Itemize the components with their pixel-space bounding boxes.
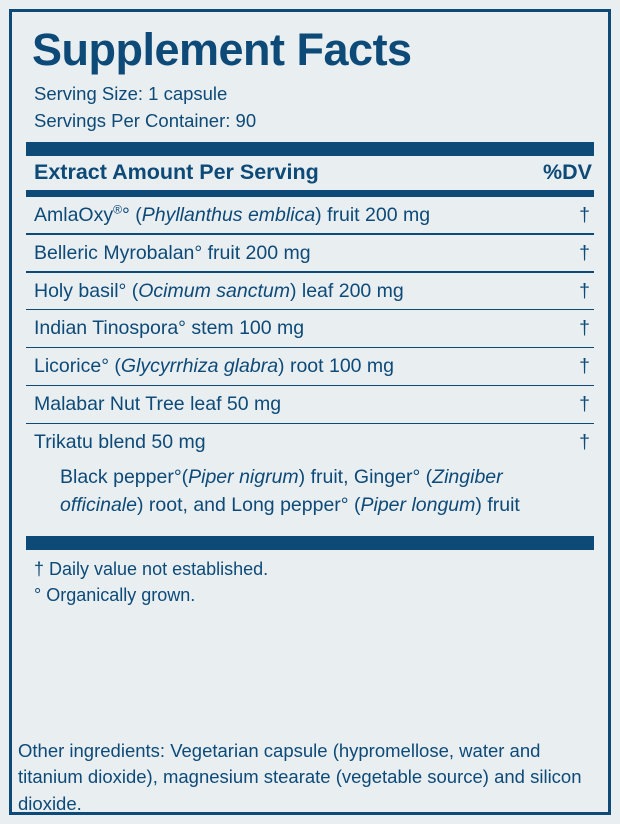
- footnote-daily-value: † Daily value not established.: [34, 558, 269, 579]
- divider-mid-header: [26, 190, 594, 197]
- table-header-dv: %DV: [543, 159, 592, 184]
- ingredient-dv: †: [579, 203, 590, 226]
- ingredient-name: Malabar Nut Tree leaf 50 mg: [34, 393, 282, 416]
- table-row: [26, 273, 594, 309]
- ingredient-name: Holy basil° (Ocimum sanctum) leaf 200 mg: [34, 279, 404, 302]
- table-header-amount: Extract Amount Per Serving: [34, 159, 319, 184]
- ingredient-dv: †: [579, 241, 590, 264]
- table-row: [26, 348, 594, 384]
- ingredient-name: Trikatu blend 50 mg: [34, 431, 206, 454]
- table-header-row: [26, 156, 594, 190]
- table-row: [26, 235, 594, 271]
- divider-thick-top: [26, 142, 594, 156]
- ingredient-name: Indian Tinospora° stem 100 mg: [34, 317, 305, 340]
- ingredient-name: AmlaOxy®° (Phyllanthus emblica) fruit 200 mg: [34, 202, 431, 226]
- other-ingredients: Other ingredients: Vegetarian capsule (hypromellose, water and titanium dioxide), magnesium stearate (vegetable source) and silicon dioxide.: [18, 740, 582, 814]
- footnotes: [26, 550, 594, 616]
- ingredient-dv: †: [579, 393, 590, 416]
- divider-thick-bottom: [26, 536, 594, 550]
- ingredient-dv: †: [579, 279, 590, 302]
- label-inner: [12, 12, 608, 616]
- ingredient-dv: †: [579, 317, 590, 340]
- ingredient-name: Licorice° (Glycyrrhiza glabra) root 100 mg: [34, 355, 395, 378]
- page-title: Supplement Facts: [32, 24, 412, 75]
- footnote-organic: ° Organically grown.: [34, 584, 196, 605]
- other-ingredients-block: [14, 728, 606, 817]
- ingredient-dv: †: [579, 431, 590, 454]
- ingredient-dv: †: [579, 355, 590, 378]
- table-row: [26, 197, 594, 233]
- table-row: [26, 310, 594, 346]
- trikatu-sub-ingredients: Black pepper°(Piper nigrum) fruit, Ginger° (Zingiber officinale) root, and Long pepper° (Piper longum) fruit: [60, 466, 520, 517]
- table-row: [26, 386, 594, 422]
- servings-per-container: Servings Per Container: 90: [34, 109, 257, 131]
- ingredient-name: Belleric Myrobalan° fruit 200 mg: [34, 241, 311, 264]
- label-frame: [9, 9, 611, 815]
- table-row: [26, 424, 594, 460]
- serving-size: Serving Size: 1 capsule: [34, 83, 228, 105]
